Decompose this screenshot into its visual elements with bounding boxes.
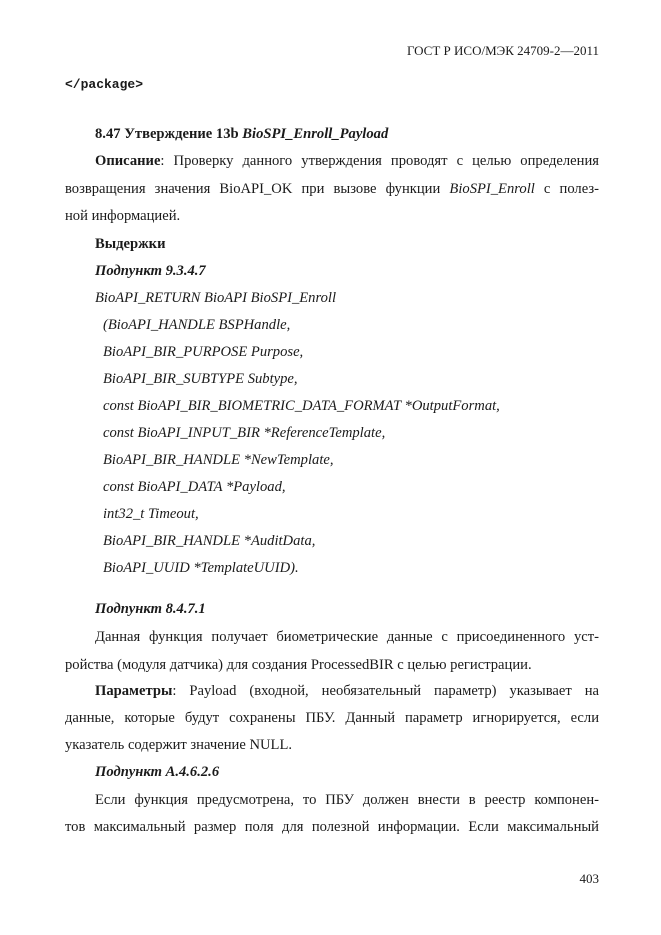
- parameters-line-2: данные, которые будут сохранены ПБУ. Данный параметр игнорируется, если: [65, 710, 599, 726]
- signature-line: const BioAPI_DATA *Payload,: [103, 479, 286, 495]
- parameters-line-1: Параметры: Payload (входной, необязательный параметр) указывает на: [95, 683, 599, 699]
- excerpts-label: Выдержки: [95, 236, 166, 252]
- signature-line: BioAPI_BIR_PURPOSE Purpose,: [103, 344, 304, 360]
- signature-line: BioAPI_BIR_HANDLE *NewTemplate,: [103, 452, 334, 468]
- running-header: ГОСТ Р ИСО/МЭК 24709-2—2011: [406, 43, 599, 58]
- paragraph-line: Если функция предусмотрена, то ПБУ должен внести в реестр компонен-: [95, 792, 599, 808]
- parameters-line-3: указатель содержит значение NULL.: [65, 737, 293, 753]
- signature-line: (BioAPI_HANDLE BSPHandle,: [103, 317, 291, 333]
- signature-line: BioAPI_BIR_SUBTYPE Subtype,: [103, 371, 298, 387]
- description-line-2: возвращения значения BioAPI_OK при вызове функции BioSPI_Enroll с полез-: [65, 181, 599, 197]
- subclause-8-4-7-1: Подпункт 8.4.7.1: [95, 601, 206, 617]
- paragraph-line: ройства (модуля датчика) для создания ProcessedBIR с целью регистрации.: [65, 657, 532, 673]
- page-number: 403: [579, 871, 599, 886]
- description-line-3: ной информацией.: [65, 208, 181, 224]
- signature-line: const BioAPI_BIR_BIOMETRIC_DATA_FORMAT *OutputFormat,: [103, 398, 500, 414]
- parameters-label: Параметры: [95, 683, 173, 699]
- description-label: Описание: [95, 153, 161, 169]
- xml-closing-tag: </package>: [65, 77, 144, 92]
- section-function-name: BioSPI_Enroll_Payload: [242, 126, 389, 142]
- section-number-title: 8.47 Утверждение 13b: [95, 126, 243, 142]
- paragraph-line: Данная функция получает биометрические данные с присоединенного уст-: [95, 629, 599, 645]
- signature-line: BioAPI_UUID *TemplateUUID).: [103, 560, 299, 576]
- subclause-a-4-6-2-6: Подпункт A.4.6.2.6: [95, 764, 220, 780]
- subclause-9-3-4-7: Подпункт 9.3.4.7: [95, 263, 206, 279]
- description-line-1: Описание: Проверку данного утверждения проводят с целью определения: [95, 153, 599, 169]
- signature-line: BioAPI_RETURN BioAPI BioSPI_Enroll: [95, 290, 337, 306]
- signature-line: int32_t Timeout,: [103, 506, 199, 522]
- paragraph-line: тов максимальный размер поля для полезной информации. Если максимальный: [65, 819, 599, 835]
- section-heading: [95, 126, 388, 143]
- signature-line: BioAPI_BIR_HANDLE *AuditData,: [103, 533, 316, 549]
- signature-line: const BioAPI_INPUT_BIR *ReferenceTemplate,: [103, 425, 386, 441]
